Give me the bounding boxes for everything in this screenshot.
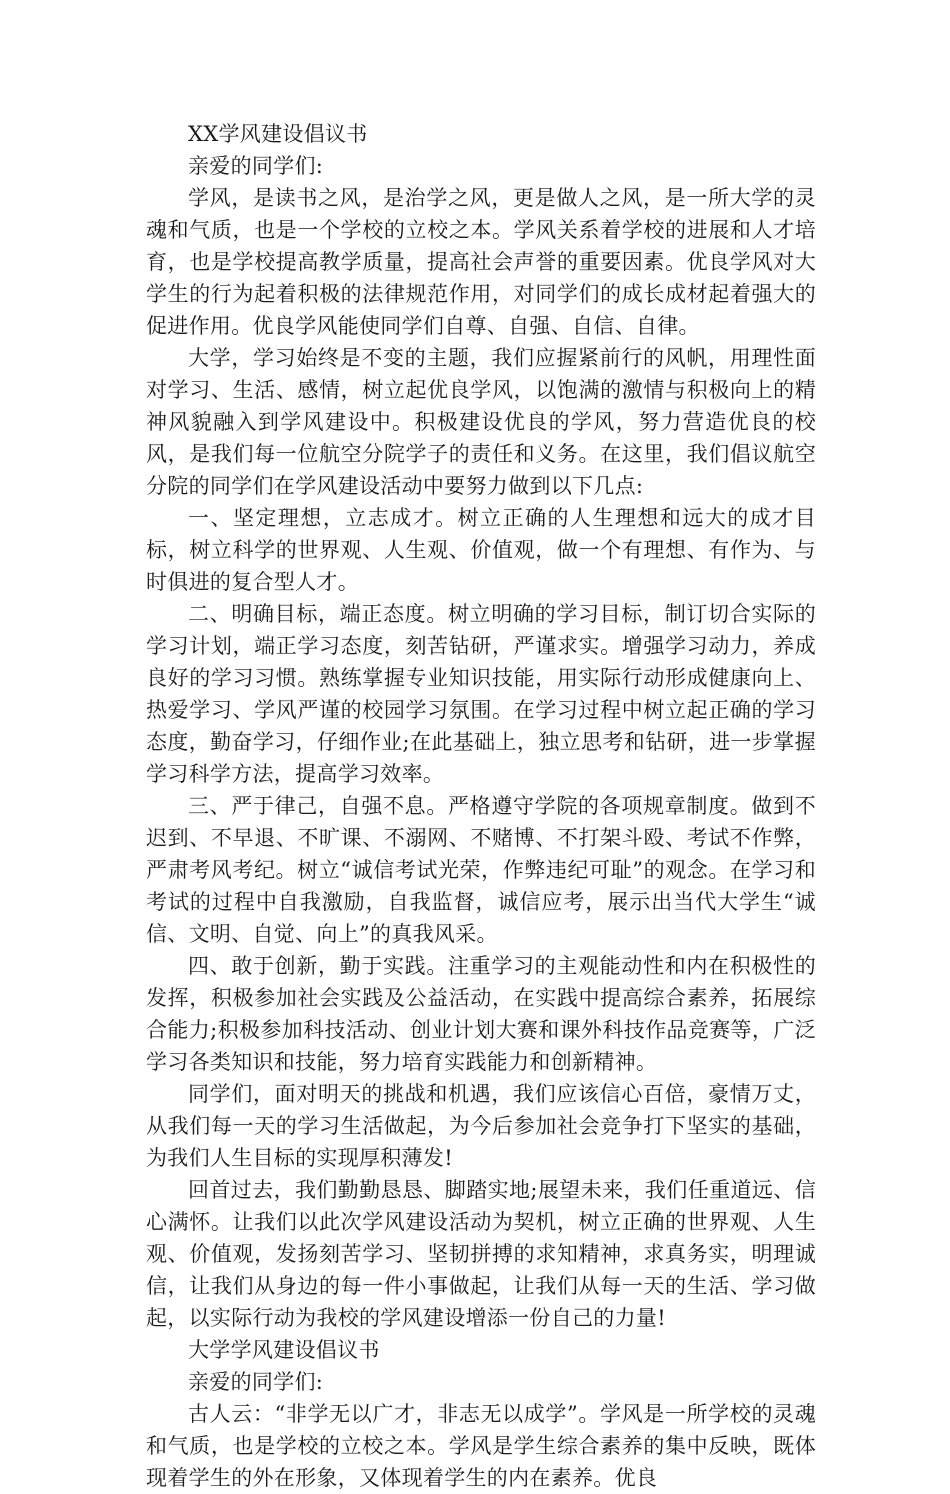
paragraph: 二、明确目标，端正态度。树立明确的学习目标，制订切合实际的学习计划，端正学习态度，刻苦钻研，严谨求实。增强学习动力，养成良好的学习习惯。熟练掌握专业知识技能，用实际行动形成健康向上、热爱学习、学风严谨的校园学习氛围。在学习过程中树立起正确的学习态度，勤奋学习，仔细作业;在此基础上，独立思考和钻研，进一步掌握学习科学方法，提高学习效率。 xyxy=(146,602,816,786)
greeting: 亲爱的同学们: xyxy=(188,1370,324,1394)
paragraph: 回首过去，我们勤勤恳恳、脚踏实地;展望未来，我们任重道远、信心满怀。让我们以此次学风建设活动为契机，树立正确的世界观、人生观、价值观，发扬刻苦学习、坚韧拼搏的求知精神，求真务实，明理诚信，让我们从身边的每一件小事做起，让我们从每一天的生活、学习做起，以实际行动为我校的学风建设增添一份自己的力量! xyxy=(146,1178,816,1330)
paragraph: 学风，是读书之风，是治学之风，更是做人之风，是一所大学的灵魂和气质，也是一个学校的立校之本。学风关系着学校的进展和人才培育，也是学校提高教学质量，提高社会声誉的重要因素。优良学风对大学生的行为起着积极的法律规范作用，对同学们的成长成材起着强大的促进作用。优良学风能使同学们自尊、自强、自信、自律。 xyxy=(146,186,816,338)
paragraph: 大学，学习始终是不变的主题，我们应握紧前行的风帆，用理性面对学习、生活、感情，树立起优良学风，以饱满的激情与积极向上的精神风貌融入到学风建设中。积极建设优良的学风，努力营造优良的校风，是我们每一位航空分院学子的责任和义务。在这里，我们倡议航空分院的同学们在学风建设活动中要努力做到以下几点: xyxy=(146,346,816,498)
document-page xyxy=(146,118,816,1494)
paragraph: 四、敢于创新，勤于实践。注重学习的主观能动性和内在积极性的发挥，积极参加社会实践及公益活动，在实践中提高综合素养，拓展综合能力;积极参加科技活动、创业计划大赛和课外科技作品竞赛等，广泛学习各类知识和技能，努力培育实践能力和创新精神。 xyxy=(146,954,816,1074)
paragraph: 同学们，面对明天的挑战和机遇，我们应该信心百倍，豪情万丈，从我们每一天的学习生活做起，为今后参加社会竞争打下坚实的基础，为我们人生目标的实现厚积薄发! xyxy=(146,1082,816,1170)
paragraph: 古人云：“非学无以广才，非志无以成学”。学风是一所学校的灵魂和气质，也是学校的立校之本。学风是学生综合素养的集中反映，既体现着学生的外在形象，又体现着学生的内在素养。优良 xyxy=(146,1402,816,1490)
paragraph: 一、坚定理想，立志成才。树立正确的人生理想和远大的成才目标，树立科学的世界观、人生观、价值观，做一个有理想、有作为、与时俱进的复合型人才。 xyxy=(146,506,816,594)
document-title: 大学学风建设倡议书 xyxy=(188,1338,380,1362)
document-title: XX学风建设倡议书 xyxy=(188,122,368,146)
greeting: 亲爱的同学们: xyxy=(188,154,324,178)
paragraph: 三、严于律己，自强不息。严格遵守学院的各项规章制度。做到不迟到、不早退、不旷课、不溺网、不赌博、不打架斗殴、考试不作弊，严肃考风考纪。树立“诚信考试光荣，作弊违纪可耻”的观念。在学习和考试的过程中自我激励，自我监督，诚信应考，展示出当代大学生“诚信、文明、自觉、向上”的真我风采。 xyxy=(146,794,816,946)
